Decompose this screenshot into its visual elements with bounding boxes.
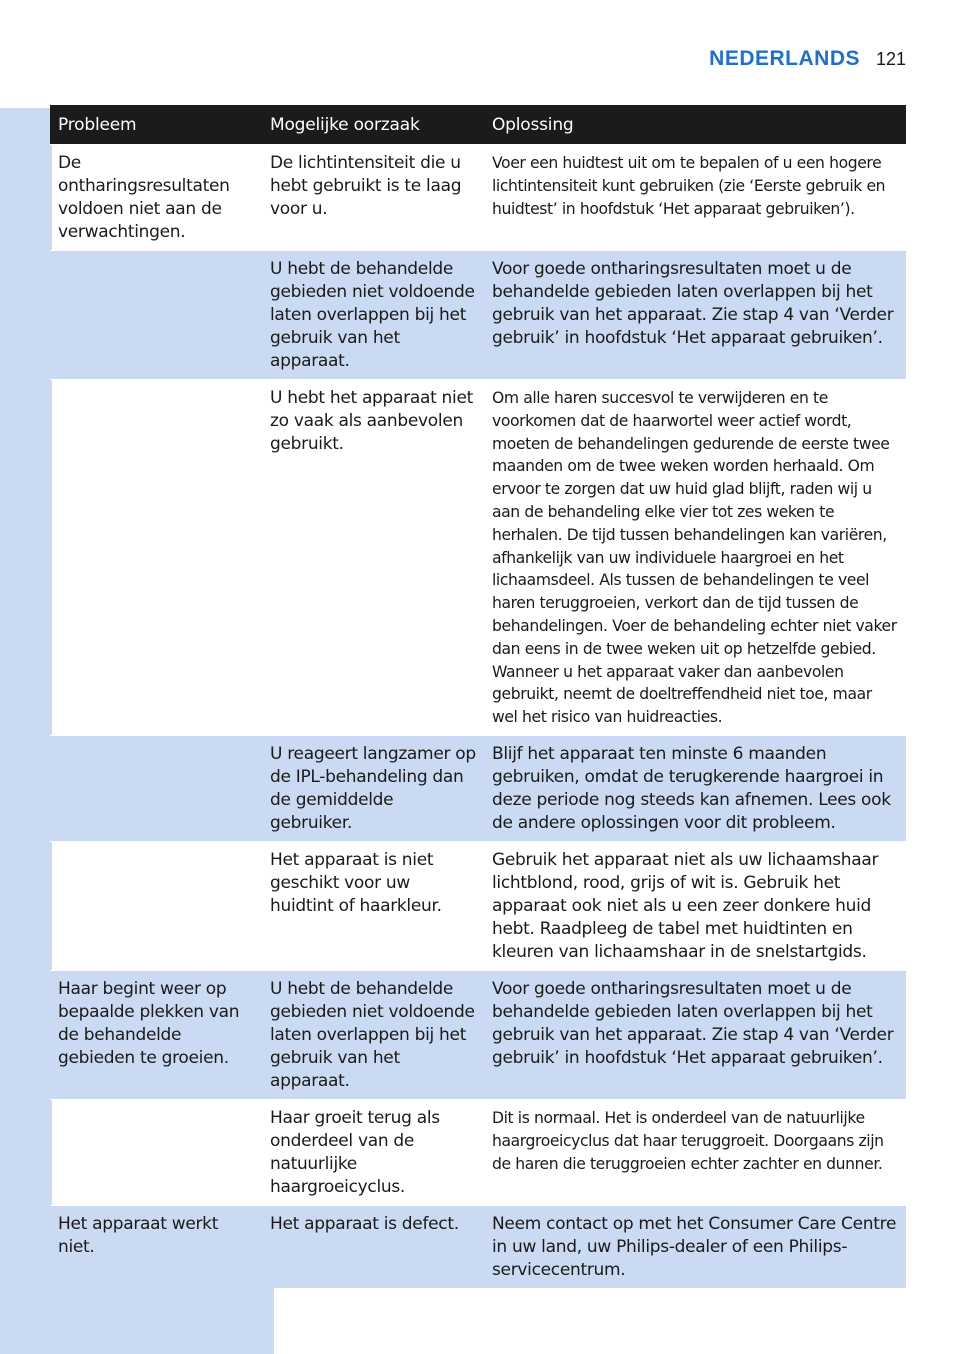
problem-cell: Het apparaat werkt niet. [50,1205,262,1288]
cause-cell: Haar groeit terug als onderdeel van de natuurlijke haargroeicyclus. [262,1099,484,1205]
column-header-cause: Mogelijke oorzaak [262,105,484,145]
table-row [50,380,906,736]
troubleshooting-table [50,105,906,1288]
table-row [50,841,906,970]
cause-cell: Het apparaat is defect. [262,1205,484,1288]
solution-cell: Voor goede ontharingsresultaten moet u de behandelde gebieden laten overlappen bij het gebruik van het apparaat. Zie stap 4 van ‘Verder gebruik’ in hoofdstuk ‘Het apparaat gebruiken’. [484,970,906,1099]
cause-cell: U hebt het apparaat niet zo vaak als aanbevolen gebruikt. [262,380,484,736]
table-row [50,970,906,1099]
problem-cell [50,380,262,736]
cause-cell: De lichtintensiteit die u hebt gebruikt is te laag voor u. [262,145,484,251]
page-number: 121 [875,49,906,69]
column-header-problem: Probleem [50,105,262,145]
problem-cell [50,1099,262,1205]
problem-cell: Haar begint weer op bepaalde plekken van de behandelde gebieden te groeien. [50,970,262,1099]
problem-cell: De ontharingsresultaten voldoen niet aan de verwachtingen. [50,145,262,251]
language-heading: NEDERLANDS [709,47,860,70]
cause-cell: U hebt de behandelde gebieden niet voldoende laten overlappen bij het gebruik van het apparaat. [262,251,484,380]
solution-cell: Voer een huidtest uit om te bepalen of u een hogere lichtintensiteit kunt gebruiken (zie ‘Eerste gebruik en huidtest’ in hoofdstuk ‘Het apparaat gebruiken’). [484,145,906,251]
solution-cell: Om alle haren succesvol te verwijderen en te voorkomen dat de haarwortel weer actief wordt, moeten de behandelingen gedurende de eerste twee maanden om de twee weken worden herhaald. Om ervoor te zorgen dat uw huid glad blijft, raden wij u aan de behandeling elke vier tot zes weken te herhalen. De tijd tussen behandelingen kan variëren, afhankelijk van uw individuele haargroei en het lichaamsdeel. Als tussen de behandelingen te veel haren teruggroeien, verkort dan de tijd tussen de behandelingen. Voer de behandeling echter niet vaker dan eens in de twee weken uit op hetzelfde gebied. Wanneer u het apparaat vaker dan aanbevolen gebruikt, neemt de doeltreffendheid niet toe, maar wel het risico van huidreacties. [484,380,906,736]
cause-cell: Het apparaat is niet geschikt voor uw huidtint of haarkleur. [262,841,484,970]
table-header-row [50,105,906,145]
solution-cell: Dit is normaal. Het is onderdeel van de natuurlijke haargroeicyclus dat haar teruggroeit. Doorgaans zijn de haren die teruggroeien echter zachter en dunner. [484,1099,906,1205]
problem-cell [50,251,262,380]
cause-cell: U hebt de behandelde gebieden niet voldoende laten overlappen bij het gebruik van het apparaat. [262,970,484,1099]
cause-cell: U reageert langzamer op de IPL-behandeling dan de gemiddelde gebruiker. [262,735,484,841]
solution-cell: Neem contact op met het Consumer Care Centre in uw land, uw Philips-dealer of een Philips-servicecentrum. [484,1205,906,1288]
table-row [50,145,906,251]
table-row [50,251,906,380]
solution-cell: Gebruik het apparaat niet als uw lichaamshaar lichtblond, rood, grijs of wit is. Gebruik het apparaat ook niet als u een zeer donkere huid hebt. Raadpleeg de tabel met huidtinten en kleuren van lichaamshaar in de snelstartgids. [484,841,906,970]
table-row [50,1205,906,1288]
problem-cell [50,735,262,841]
table-row [50,735,906,841]
problem-cell [50,841,262,970]
solution-cell: Blijf het apparaat ten minste 6 maanden gebruiken, omdat de terugkerende haargroei in deze periode nog steeds kan afnemen. Lees ook de andere oplossingen voor dit probleem. [484,735,906,841]
table-row [50,1099,906,1205]
solution-cell: Voor goede ontharingsresultaten moet u de behandelde gebieden laten overlappen bij het gebruik van het apparaat. Zie stap 4 van ‘Verder gebruik’ in hoofdstuk ‘Het apparaat gebruiken’. [484,251,906,380]
column-header-solution: Oplossing [484,105,906,145]
